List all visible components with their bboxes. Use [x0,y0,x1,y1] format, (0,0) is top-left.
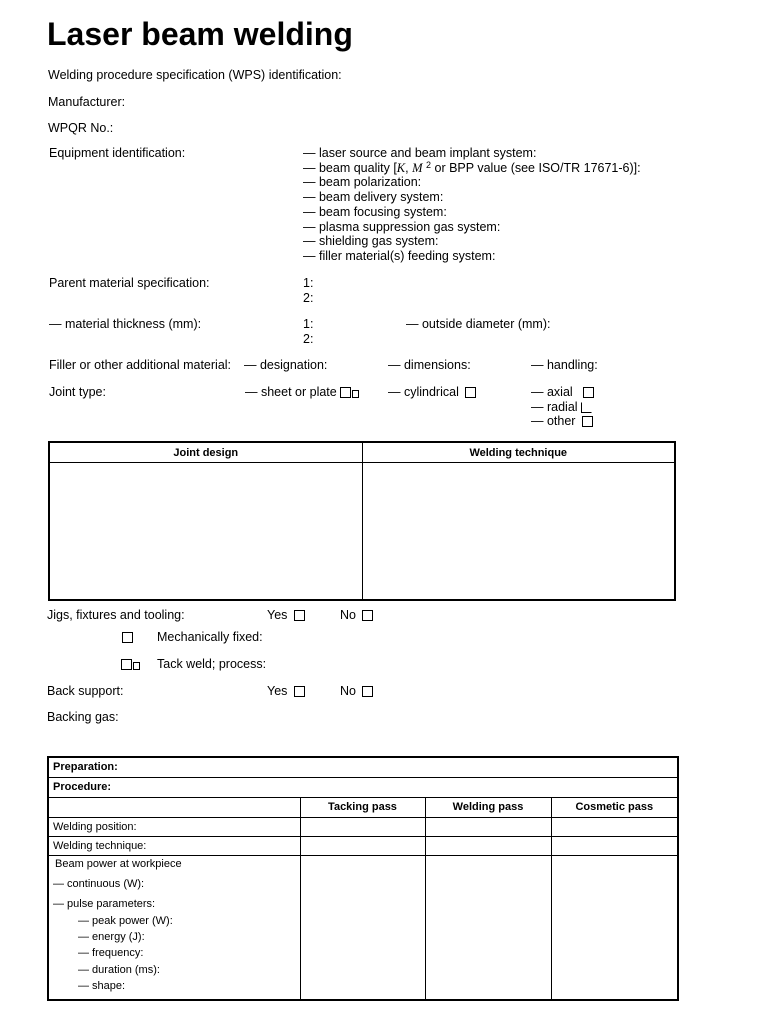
cylindrical-suboptions [531,385,594,429]
page-title: Laser beam welding [47,16,353,52]
welding-technique-welding-cell[interactable] [425,836,551,855]
beam-power-tacking-cell[interactable] [300,855,425,1000]
welding-technique-cell[interactable] [362,463,675,601]
header-empty-cell [48,797,300,817]
beam-power-cell [48,855,300,1000]
equipment-list [303,146,641,264]
back-support-no-option [340,684,373,698]
equipment-item: — shielding gas system: [303,234,439,249]
beam-power-title: Beam power at workpiece [55,857,182,870]
tacking-pass-header: Tacking pass [300,797,425,817]
axial-checkbox[interactable] [583,387,594,398]
sheet-or-plate-label: — sheet or plate [245,385,337,399]
welding-pass-header: Welding pass [425,797,551,817]
beam-quality-item: — beam quality [K, M $^2$ or BPP value (see ISO/TR 17671-6)]: [303,159,641,175]
cosmetic-pass-header: Cosmetic pass [551,797,678,817]
parent-material-label: Parent material specification: [49,276,210,290]
parent-material-lines [303,276,313,305]
welding-position-welding-cell[interactable] [425,817,551,836]
back-support-no-label: No [340,684,356,698]
other-label: — other [531,414,576,429]
pulse-parameters-label: — pulse parameters: [53,898,156,911]
jigs-no-option [340,608,373,622]
wps-identification-label: Welding procedure specification (WPS) identification: [48,68,342,82]
procedure-label: Procedure: [48,777,678,797]
filler-dimensions-label: — dimensions: [388,358,471,372]
tack-weld-checkbox-mark [133,662,140,670]
mechanically-fixed-label: Mechanically fixed: [157,630,263,644]
jigs-no-checkbox[interactable] [362,610,373,621]
equipment-item: — beam polarization: [303,175,422,190]
back-support-yes-checkbox[interactable] [294,686,305,697]
welding-position-label: Welding position: [48,817,300,836]
mechanically-fixed-checkbox[interactable] [122,632,133,643]
continuous-label: — continuous (W): [53,877,145,890]
thickness-line-1: 1: [303,317,314,331]
duration-label: — duration (ms): [78,963,160,976]
back-support-label: Back support: [47,684,124,698]
tack-weld-label: Tack weld; process: [157,657,267,671]
equipment-item: — plasma suppression gas system: [303,219,501,234]
parent-material-line-1: 1: [303,276,314,290]
cylindrical-label: — cylindrical [388,385,459,399]
jigs-yes-checkbox[interactable] [294,610,305,621]
equipment-item: — laser source and beam implant system: [303,146,537,160]
sheet-or-plate-option [245,385,359,399]
joint-design-table [48,441,676,601]
filler-designation-label: — designation: [244,358,328,372]
procedure-table [47,756,679,1001]
material-thickness-label: — material thickness (mm): [49,317,202,331]
radial-label: — radial [531,399,578,414]
wpqr-label: WPQR No.: [48,121,114,135]
outside-diameter-label: — outside diameter (mm): [406,317,551,331]
thickness-line-2: 2: [303,331,314,346]
backing-gas-label: Backing gas: [47,710,119,724]
parent-material-line-2: 2: [303,290,314,305]
filler-material-label: Filler or other additional material: [49,358,232,372]
equipment-item: — filler material(s) feeding system: [303,248,496,263]
sheet-or-plate-checkbox[interactable] [340,387,351,398]
back-support-yes-label: Yes [267,684,288,698]
manufacturer-label: Manufacturer: [48,95,126,109]
mechanically-fixed-checkbox-wrap [119,630,133,644]
equipment-item: — beam focusing system: [303,204,447,219]
frequency-label: — frequency: [78,947,144,960]
radial-checkbox[interactable] [581,402,592,413]
jigs-yes-option [267,608,305,622]
thickness-lines [303,317,313,346]
equipment-item: — beam delivery system: [303,190,444,205]
preparation-label: Preparation: [48,757,678,777]
axial-label: — axial [531,385,573,399]
tack-weld-checkbox-wrap [118,657,140,671]
beam-power-cosmetic-cell[interactable] [551,855,678,1000]
joint-type-label: Joint type: [49,385,106,399]
joint-design-cell[interactable] [49,463,362,601]
peak-power-label: — peak power (W): [78,914,173,927]
welding-position-cosmetic-cell[interactable] [551,817,678,836]
back-support-no-checkbox[interactable] [362,686,373,697]
back-support-yes-option [267,684,305,698]
welding-technique-tacking-cell[interactable] [300,836,425,855]
cylindrical-checkbox[interactable] [465,387,476,398]
sheet-or-plate-checkbox-mark [352,390,359,398]
welding-technique-header: Welding technique [362,442,675,463]
beam-power-welding-cell[interactable] [425,855,551,1000]
jigs-yes-label: Yes [267,608,288,622]
jigs-no-label: No [340,608,356,622]
welding-technique-label: Welding technique: [48,836,300,855]
welding-technique-cosmetic-cell[interactable] [551,836,678,855]
shape-label: — shape: [78,980,126,993]
jigs-label: Jigs, fixtures and tooling: [47,608,185,622]
equipment-identification-label: Equipment identification: [49,146,186,160]
cylindrical-option [388,385,476,399]
filler-handling-label: — handling: [531,358,598,372]
welding-position-tacking-cell[interactable] [300,817,425,836]
other-checkbox[interactable] [582,416,593,427]
tack-weld-checkbox[interactable] [121,659,132,670]
energy-label: — energy (J): [78,931,145,944]
joint-design-header: Joint design [49,442,362,463]
